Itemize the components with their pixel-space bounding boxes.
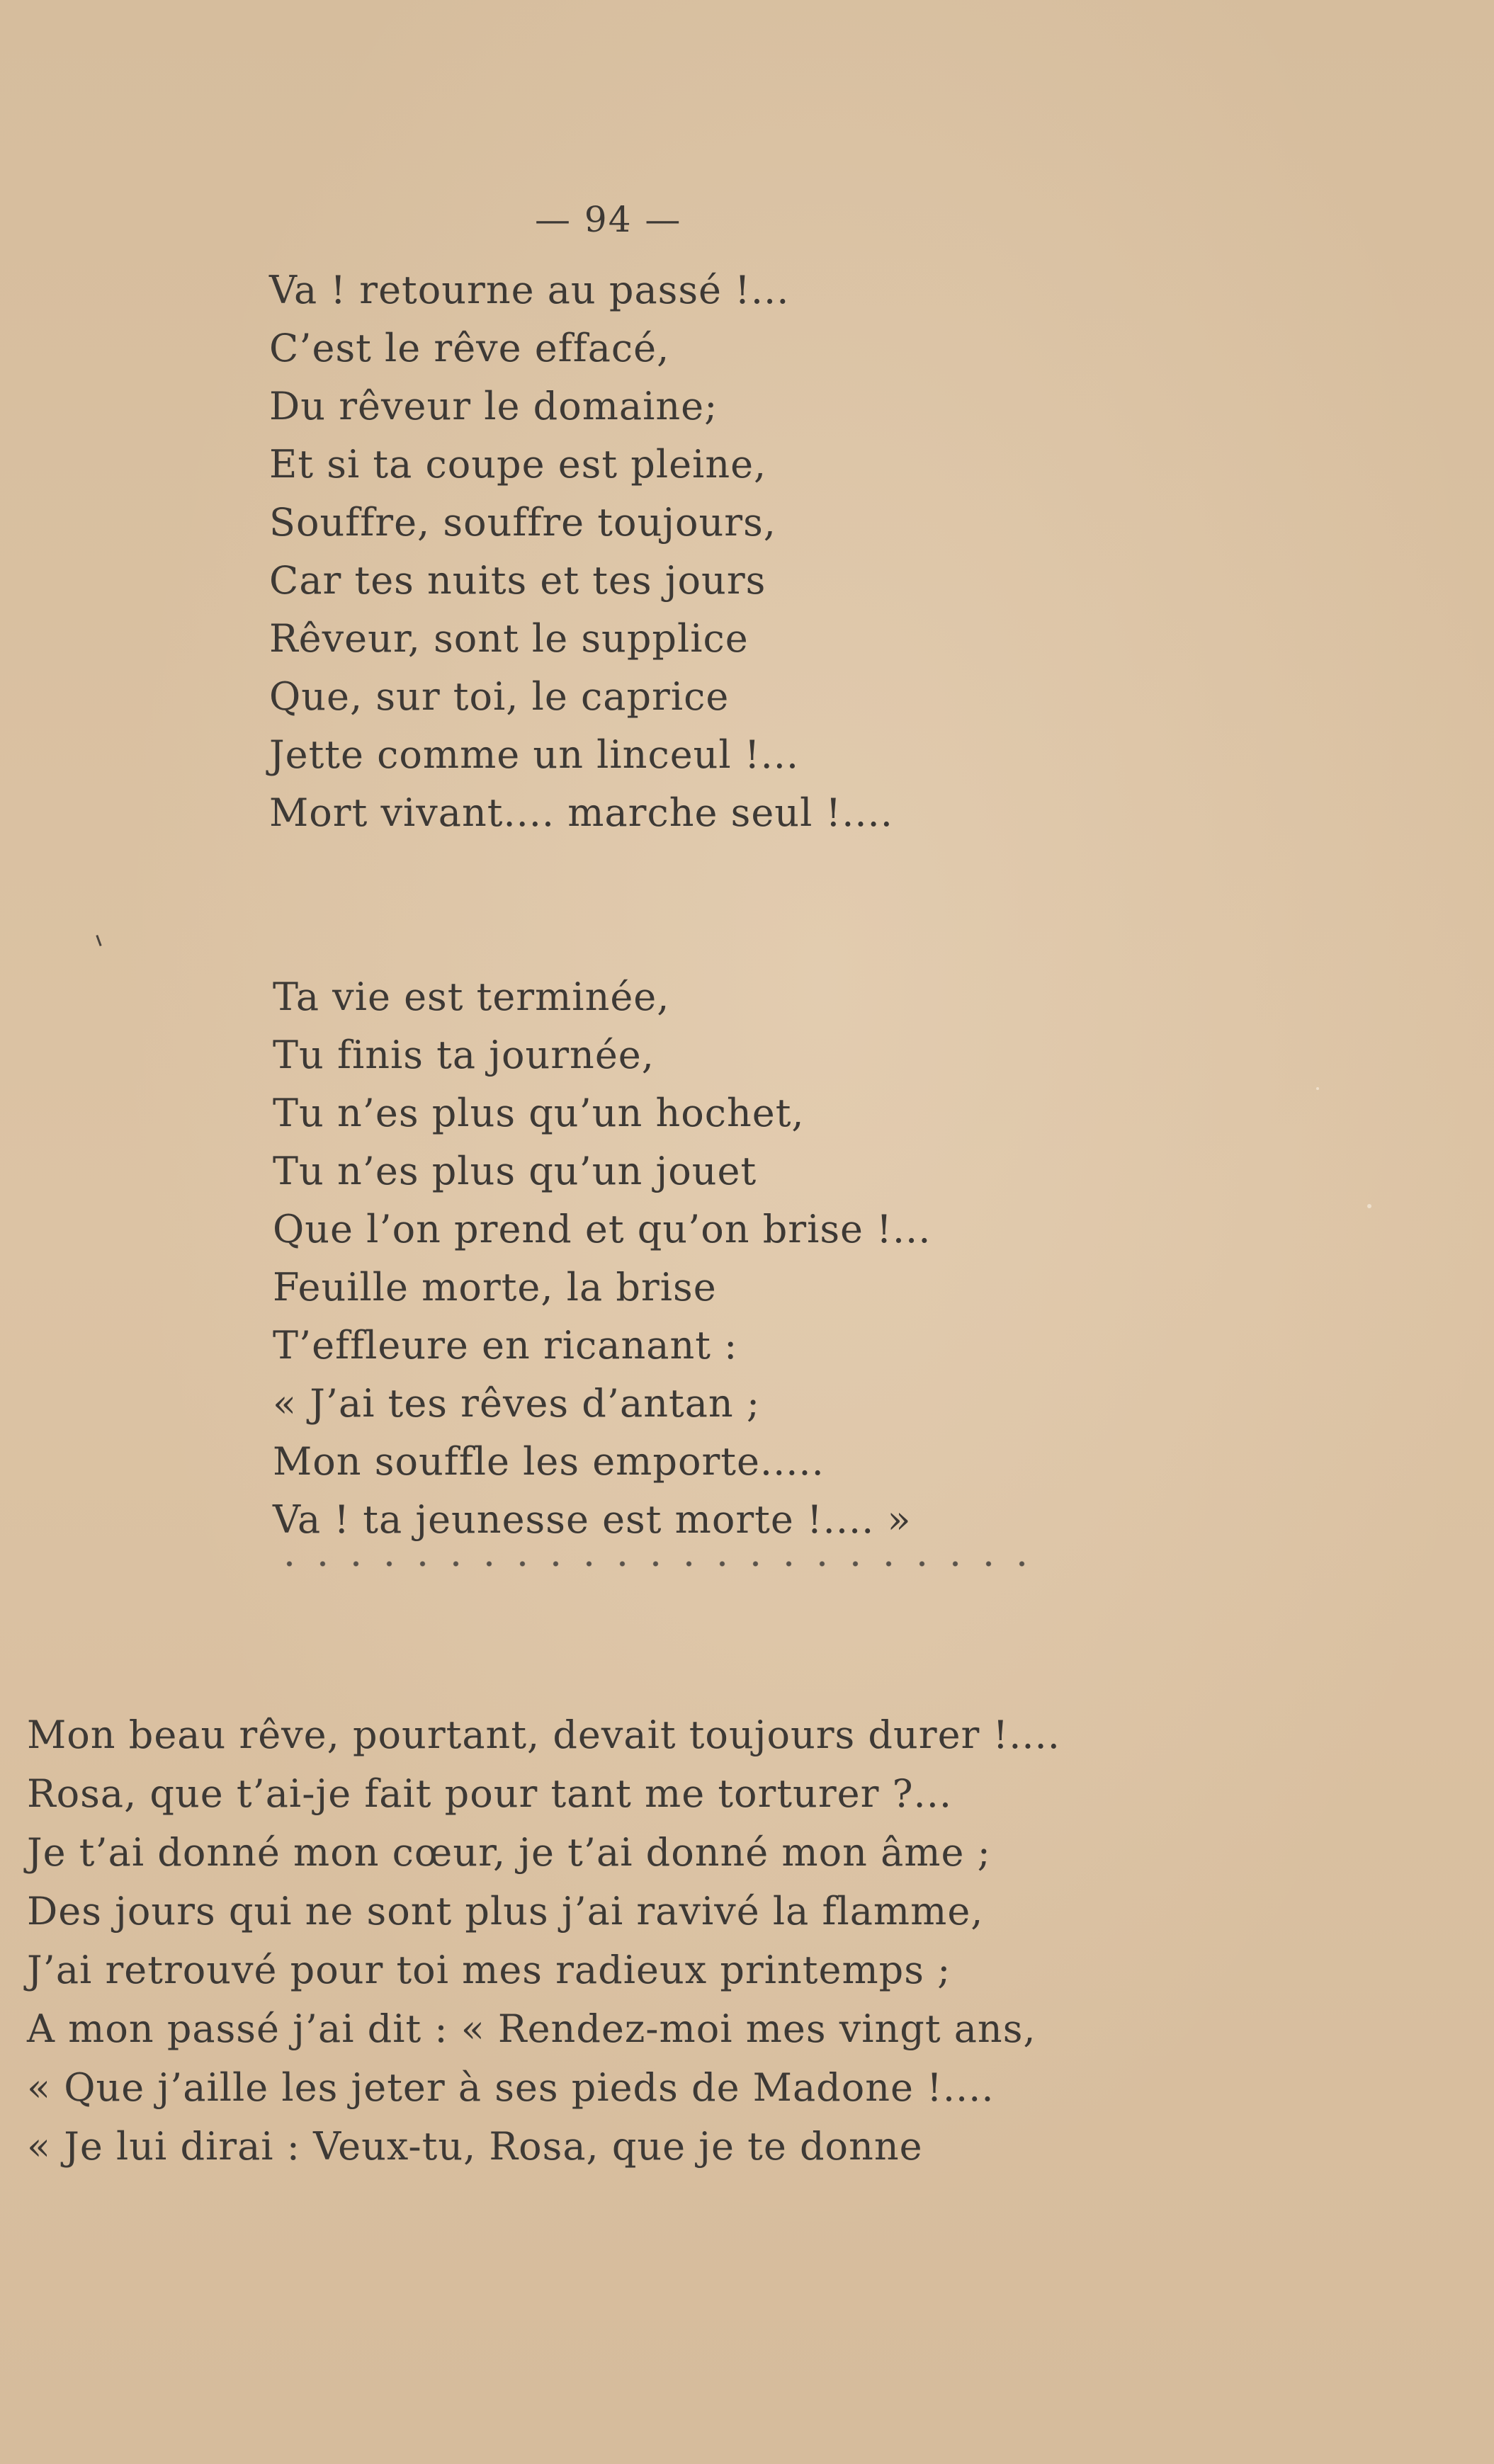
paper-fleck (1316, 1087, 1319, 1090)
verse-line: J’ai retrouvé pour toi mes radieux printemps ; (27, 1948, 951, 1992)
verse-line: Va ! ta jeunesse est morte !.... » (273, 1497, 912, 1542)
verse-line: Rêveur, sont le supplice (269, 616, 749, 661)
paper-fleck (1367, 1204, 1371, 1208)
verse-line: « Je lui dirai : Veux-tu, Rosa, que je te donne (27, 2124, 923, 2169)
verse-line: Rosa, que t’ai-je fait pour tant me torturer ?... (27, 1771, 953, 1816)
verse-line: Va ! retourne au passé !... (269, 268, 790, 312)
verse-line: Jette comme un linceul !... (269, 732, 800, 777)
verse-line: Feuille morte, la brise (273, 1265, 717, 1310)
verse-line: A mon passé j’ai dit : « Rendez-moi mes vingt ans, (27, 2006, 1036, 2051)
verse-line: Ta vie est terminée, (273, 975, 670, 1019)
verse-line: Mon beau rêve, pourtant, devait toujours durer !.... (27, 1713, 1060, 1757)
verse-line: Car tes nuits et tes jours (269, 558, 766, 603)
dotted-separator (273, 1557, 1045, 1571)
verse-line: Tu n’es plus qu’un hochet, (273, 1091, 805, 1135)
verse-line: Tu finis ta journée, (273, 1033, 655, 1077)
verse-line: Souffre, souffre toujours, (269, 500, 776, 545)
verse-line: Mon souffle les emporte..... (273, 1439, 825, 1484)
verse-line: Mort vivant.... marche seul !.... (269, 790, 893, 835)
verse-line: C’est le rêve effacé, (269, 326, 670, 370)
verse-line: « J’ai tes rêves d’antan ; (273, 1381, 761, 1426)
verse-line: Du rêveur le domaine; (269, 384, 718, 428)
verse-line: Et si ta coupe est pleine, (269, 442, 767, 487)
verse-line: Tu n’es plus qu’un jouet (273, 1149, 757, 1193)
page-number: — 94 — (535, 199, 682, 240)
verse-line: Que l’on prend et qu’on brise !... (273, 1207, 932, 1251)
verse-line: Que, sur toi, le caprice (269, 674, 730, 719)
ink-mark (96, 935, 101, 946)
verse-line: Des jours qui ne sont plus j’ai ravivé la flamme, (27, 1889, 984, 1934)
verse-line: « Que j’aille les jeter à ses pieds de Madone !.... (27, 2065, 995, 2110)
verse-line: Je t’ai donné mon cœur, je t’ai donné mon âme ; (27, 1830, 991, 1875)
verse-line: T’effleure en ricanant : (273, 1323, 738, 1368)
